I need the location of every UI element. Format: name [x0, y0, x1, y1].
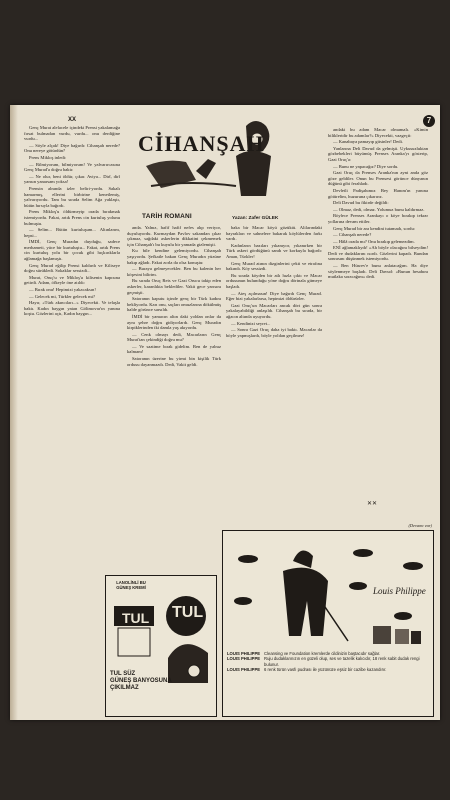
paragraph: Genç Murad atının dizginlerini çekti ve etrafına bakındı. Köy sessizdi.: [226, 260, 322, 272]
tul-tagline-3: ÇIKILMAZ: [110, 685, 139, 691]
paragraph: Genç Murad bir ara kendini tutamadı, sordu:: [333, 225, 416, 231]
paragraph: ENİ ağlamaklıydı! «Ah böyle olacağını bilseydim! Dedi ve dudaklarını ısırdı. Gözlerini kapadı. Bundan sonrasını düşünmek istemiyordu.: [328, 245, 428, 262]
paragraph: — Söyle alçak! Diye bağırdı: Cihanşah nerede? Onu nereye götürdün?: [24, 142, 120, 154]
paragraph: — Ben Hüsrev'e bunu anlatacağım. Ha diye söylenmeye başladı. Deli Davud: «Bunun hesabını mutlaka soracağım» dedi.: [328, 263, 428, 280]
paragraph: İMDİ, Genç Muradın duyduğu, sadece merhameti, yüce bir kurtuluştu... Fakat, artık Prens cin kurtuluş yolu bir çocuk gibi hıçkırıklarla ağlamağa başlamıştı.: [24, 239, 120, 262]
paragraph: Prens Mikloş'u öldürmeyip orada bırakmak istemiyordu. Fakat, artık Prens cin kurtuluş yolunu bulmuştu.: [24, 209, 120, 226]
continued-note: (Devamı var): [408, 523, 432, 528]
paragraph: Ku bile kendine gelemiyordu. Cihanşah yaşıyordu. Şefkatle bakan Genç Muradın yüzüne bakıp ağladı. Fakat zorla da olsa konuştu:: [127, 248, 221, 265]
paragraph: — Buraya gelmeyecekler. Ben bu kalenin her köşesini bilirim.: [127, 266, 221, 277]
tul-header: LANOLİNLİ BU GÜNEŞ KREMİ: [116, 580, 146, 590]
lp-line-text: Ruju dudaklarınızın en güzeli olup, ses ve tazelik kalıcıdır, 18 renk sabit dudak rengi bulunur.: [264, 656, 420, 667]
author-line: Yazan: Zafer GÜLEK: [232, 216, 279, 221]
lp-line-brand: LOUIS PHILIPPE: [227, 651, 261, 656]
paragraph: Satoranın üzerine bu yirmi bin kişilik Türk ordusu dayanmazdı. Dedi, Vakit geldi.: [127, 356, 221, 367]
paragraph: Kadınların bazıları yıkanıyor, yıkanırken bir Türk askeri gördüğünü sandı ve korkuyla bağırdı: Aman, Türkler!: [226, 242, 322, 259]
lp-line-brand: LOUIS PHILIPPE: [227, 667, 261, 673]
paragraph: — Hâlâ orada mı? Onu bırakıp gelemezdim.: [333, 238, 415, 244]
paragraph: Genç Murad eğilip Prensi kaldırdı ve Kiliseye doğru sürükledi. Sokaklar sessizdi...: [24, 262, 120, 274]
paragraph: Devletli Padişahımız Bey Hanım'ın yanına götürelim, huzuruna çıkarırız.: [328, 187, 428, 199]
lp-line: [227, 656, 427, 667]
paragraph: — Ne olur, beni öldür, çıkar. Aviya... Dirî, dirî yansın yanarsam yoksa!: [24, 173, 120, 185]
section-ornament: ✕✕: [367, 501, 378, 507]
text-column-3: [226, 225, 322, 525]
paragraph: — Cihanşah nerede?: [333, 232, 372, 238]
lp-line: [227, 667, 427, 672]
magazine-page: [10, 105, 440, 720]
paragraph: Prensin alnında izler beliri-yordu. Sakalı hamarmış, ellerini birbirine kenetlemiş, yalvarıyordu. Tam bu sırada Selim Ağa yaklaştı, bütün hırsıyla bağırdı.: [24, 185, 120, 208]
paragraph: — Bunu ne yapacağız? Diye sordu.: [333, 163, 399, 169]
paragraph: Deli Davud bu fikirde değildi:: [333, 200, 389, 206]
paragraph: Bu sırada Oruç Reis ve Gazi Orucu takip eden askerler, karanlıkta beklediler. Vakit gece yarısını geçmişti.: [127, 278, 221, 295]
paragraph: — Selim... Bütün kurtuluşum... Altınlarım, hepsi...: [24, 227, 120, 238]
paragraph: — Olmaz, dedi, olmaz. Yolumuz bunu kaldırmaz.: [333, 206, 425, 212]
paragraph: İMDİ bir yamacın altın daki yoldan onlar da aynı şehre doğru gidiyorlardı. Genç Muradın kirpiklerinden iki damla yaş akıyordu.: [127, 313, 221, 331]
paragraph: — Ateş açılmasın! Diye bağırdı Genç Murad. Eğer bizi yakalarlarsa, hepimizi öldürürler.: [226, 290, 322, 302]
tul-brand-jar: TUL: [172, 604, 204, 621]
louis-philippe-advertisement: [222, 530, 434, 717]
paragraph: andaki bu adam Macar olmamalı. «Kimin bilikleridir bu adamlar?» Diyecekti, vazgeçti:: [328, 127, 428, 138]
masthead-title: CİHANŞAH: [138, 131, 265, 156]
paragraph: Hayır, «Türk akıncıları...» Diyecekti. Ve telaşla baktı. Kadın baygın yatan Gölimovar'ın yanına koştu. Gözlerini açtı, Kadın baygın...: [24, 300, 120, 317]
paragraph: Böylece Prenses Arankayı o köye bırakıp tekrar yollarına devam ettiler.: [328, 213, 428, 224]
paragraph: — Gelecek mi, Türkler gelecek mi?: [29, 293, 95, 299]
chapter-number: XX: [68, 117, 77, 123]
paragraph: — Sonra Gazi Oruç daha iyi baktı. Macarlar da böyle yapmışlardı, böyle yoldan geçilmez!: [226, 327, 322, 338]
paragraph: anda. Yalnız, hafif hafif nefes alıp veriyor, duyuluyordu. Kurmaydan Pavlov sakandan çıkar çıkmaz, sağdaki askerlerin dikkatini çekmemek için Cihanşah'ı bu kuyulu bir yamada gizlemişti.: [127, 225, 221, 247]
paragraph: baka bir Macar köyü gözüktü. Alilarındaki bayrakları ve sahnelere bakarak köylülerden farkı vardı.: [226, 225, 322, 242]
tul-tagline-2: GÜNEŞ BANYOSUNA: [110, 678, 172, 684]
section-label: TARİH ROMANI: [142, 213, 192, 220]
paragraph: — Kanabaya pamayıp gitsinler! Dedi.: [333, 139, 404, 145]
paragraph: Satoranın kaputu içinde genç bir Türk kadını bekliyordu. Karı onu, saçları omuzlarına dökülmüş halde görünce sarsıldı.: [127, 296, 221, 313]
paragraph: — Kendinizi seyret...: [231, 320, 271, 326]
paragraph: Murat, Oruç'u ve Mikloş'u kilisenin kapısına getirdi. Adam, öfkeyle öne atıldı:: [24, 274, 120, 286]
paragraph: Yanlarına Deli Davud da gelmişti. Uykusuzluktan gözbebekleri büyümüş Prenses Aranka'yı gösterip, Gazi Oruç'a:: [328, 145, 428, 162]
paragraph: — Ve saatime bırak gidelim. Ben de yalnız kalmam!: [127, 343, 221, 355]
lp-line-brand: LOUIS PHILIPPE: [227, 656, 261, 662]
tul-tagline-1: TUL SÜZ: [110, 671, 136, 677]
lp-line-text: 6 renk türün vasfı pudrası ile yüzünüze eşsiz bir cazibe kazandırır.: [264, 667, 387, 673]
paragraph: Prens Mikloş inledi:: [29, 154, 67, 160]
tul-brand-box: TUL: [122, 610, 150, 626]
paragraph: — Bilmiyorum, bilmiyorum! Ve yalvarırcasına Genç Murad'a doğru baktı:: [24, 161, 120, 173]
tul-product-art: [106, 576, 216, 716]
lp-line-text: Cleansing ve Foundation kremlerde cildinizin baştacıdır sağlar.: [264, 651, 381, 656]
paragraph: — Bırak onu! Hepimizi yakacaksın!: [29, 287, 96, 293]
paragraph: Gazi Oruç'un Macarları ancak dört gün sonra yakalayabildiği anlaşıldı. Cihanşah bu sırada, bir ağacın altında uyuyordu.: [226, 302, 322, 319]
paragraph: Genç Murat alelacele içindeki Prensi yakalamağa fırsat bulmadan vurdu, vurdu... onu derdiğine vurdu...: [24, 125, 120, 142]
masthead-illustration: [136, 111, 276, 201]
tul-cream-advertisement: [105, 575, 217, 717]
louis-philippe-script: Louis Philippe: [373, 586, 426, 596]
page-number: 7: [423, 115, 435, 127]
paragraph: Bu sırada köyden bir atlı hızla çıktı ve Macar ordusunun bulunduğu yöne doğru dörtnala gitmeye başladı.: [226, 272, 322, 289]
text-column-4: [328, 127, 428, 512]
text-column-2: [127, 225, 221, 570]
paragraph: Gazi Oruç da Prenses Aranka'nın ayni anda göz göze geldiler. Onun bu Prensesi görünce dünyanın düğünü gibi ferahladı.: [328, 170, 428, 187]
paragraph: — Cenk olmayı dedi, Macarların Genç Murat'tan çekindiği doğru mu?: [127, 331, 221, 343]
